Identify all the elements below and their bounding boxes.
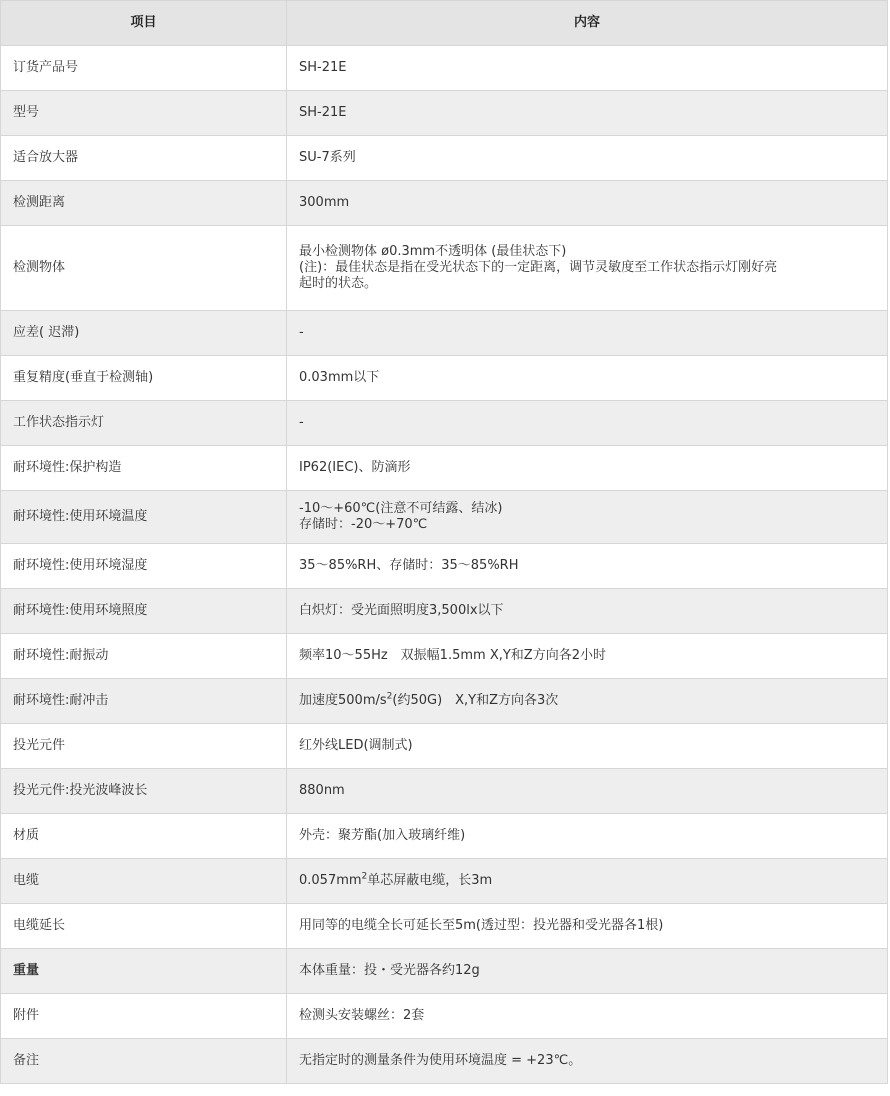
row-content: 无指定时的测量条件为使用环境温度 = +23℃。 — [287, 1039, 888, 1084]
content-line: 起时的状态。 — [299, 276, 378, 291]
row-content: SH-21E — [287, 46, 888, 91]
row-content: 用同等的电缆全长可延长至5m(透过型：投光器和受光器各1根) — [287, 904, 888, 949]
row-content: 检测头安装螺丝：2套 — [287, 994, 888, 1039]
row-content: - — [287, 401, 888, 446]
table-row — [1, 724, 888, 769]
table-row — [1, 904, 888, 949]
content-post: (约50G) X,Y和Z方向各3次 — [392, 693, 559, 708]
row-content: 白炽灯：受光面照明度3,500lx以下 — [287, 589, 888, 634]
table-row — [1, 949, 888, 994]
content-line: (注)：最佳状态是指在受光状态下的一定距离，调节灵敏度至工作状态指示灯刚好亮 — [299, 260, 778, 275]
row-item: 适合放大器 — [1, 136, 287, 181]
header-content: 内容 — [287, 1, 888, 46]
table-row — [1, 181, 888, 226]
row-item: 附件 — [1, 994, 287, 1039]
row-item: 工作状态指示灯 — [1, 401, 287, 446]
content-line: -10～+60℃(注意不可结露、结冰) — [299, 501, 503, 516]
row-item: 备注 — [1, 1039, 287, 1084]
header-item: 项目 — [1, 1, 287, 46]
content-line: 最小检测物体 ø0.3mm不透明体 (最佳状态下) — [299, 244, 567, 259]
table-header-row — [1, 1, 888, 46]
table-row — [1, 226, 888, 311]
content-sup: 2 — [386, 691, 393, 702]
table-row — [1, 446, 888, 491]
row-item: 型号 — [1, 91, 287, 136]
row-item: 投光元件 — [1, 724, 287, 769]
row-item: 耐环境性:保护构造 — [1, 446, 287, 491]
table-row — [1, 814, 888, 859]
row-item: 重量 — [1, 949, 287, 994]
table-row — [1, 634, 888, 679]
table-row — [1, 311, 888, 356]
row-item: 应差( 迟滞) — [1, 311, 287, 356]
table-row — [1, 589, 888, 634]
row-item: 耐环境性:使用环境温度 — [1, 491, 287, 544]
row-content: SH-21E — [287, 91, 888, 136]
row-item: 耐环境性:使用环境照度 — [1, 589, 287, 634]
table-row — [1, 356, 888, 401]
row-item: 耐环境性:耐振动 — [1, 634, 287, 679]
table-row — [1, 91, 888, 136]
table-row — [1, 1039, 888, 1084]
table-row — [1, 994, 888, 1039]
row-content — [287, 226, 888, 311]
table-row — [1, 769, 888, 814]
row-item: 订货产品号 — [1, 46, 287, 91]
row-content: 本体重量：投・受光器各约12g — [287, 949, 888, 994]
row-content: IP62(IEC)、防滴形 — [287, 446, 888, 491]
table-row — [1, 491, 888, 544]
row-item: 电缆延长 — [1, 904, 287, 949]
row-item: 电缆 — [1, 859, 287, 904]
row-content: 外壳：聚芳酯(加入玻璃纤维) — [287, 814, 888, 859]
table-row — [1, 544, 888, 589]
row-content: SU-7系列 — [287, 136, 888, 181]
row-content — [287, 859, 888, 904]
row-item: 检测物体 — [1, 226, 287, 311]
row-content: 300mm — [287, 181, 888, 226]
row-item: 材质 — [1, 814, 287, 859]
table-row — [1, 401, 888, 446]
content-line: 存储时：-20～+70℃ — [299, 517, 428, 532]
row-item: 耐环境性:使用环境湿度 — [1, 544, 287, 589]
table-row — [1, 859, 888, 904]
table-row — [1, 46, 888, 91]
content-pre: 加速度500m/s — [299, 693, 387, 708]
row-content: - — [287, 311, 888, 356]
row-content — [287, 679, 888, 724]
row-item: 耐环境性:耐冲击 — [1, 679, 287, 724]
row-content — [287, 491, 888, 544]
row-item: 检测距离 — [1, 181, 287, 226]
table-row — [1, 136, 888, 181]
row-content: 频率10～55Hz 双振幅1.5mm X,Y和Z方向各2小时 — [287, 634, 888, 679]
row-item: 重复精度(垂直于检测轴) — [1, 356, 287, 401]
content-sup: 2 — [361, 871, 368, 882]
row-content: 0.03mm以下 — [287, 356, 888, 401]
row-content: 35～85%RH、存储时：35～85%RH — [287, 544, 888, 589]
content-pre: 0.057mm — [299, 873, 362, 888]
row-content: 880nm — [287, 769, 888, 814]
table-row — [1, 679, 888, 724]
content-post: 单芯屏蔽电缆，长3m — [367, 873, 493, 888]
row-content: 红外线LED(调制式) — [287, 724, 888, 769]
row-item: 投光元件:投光波峰波长 — [1, 769, 287, 814]
